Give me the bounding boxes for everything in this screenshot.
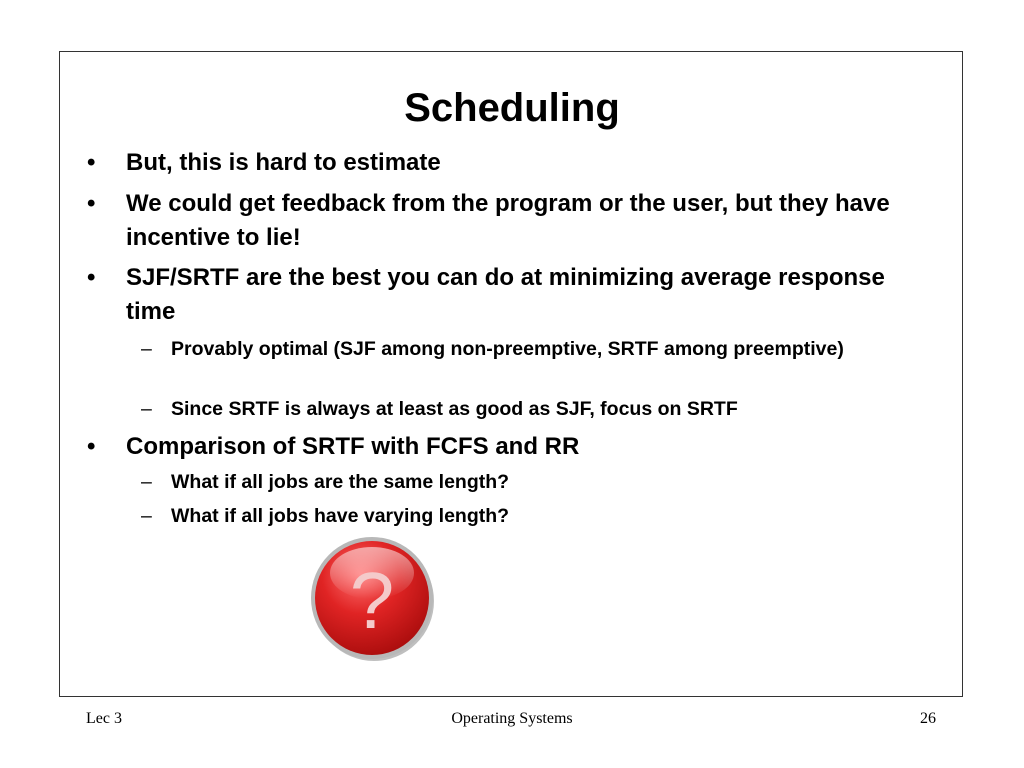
sub-bullet-text: Provably optimal (SJF among non-preemptive, SRTF among preemptive) [171, 338, 844, 360]
slide-title: Scheduling [404, 86, 620, 130]
sub-bullet-3-2 [141, 396, 871, 423]
bullet-1 [87, 146, 896, 180]
question-mark-glyph: ? [349, 556, 395, 645]
sub-bullet-marker: – [141, 338, 152, 360]
sub-bullet-text: What if all jobs have varying length? [171, 505, 510, 527]
bullet-text: We could get feedback from the program or the user, but they have incentive to lie! [126, 190, 890, 251]
bullet-text: But, this is hard to estimate [126, 149, 441, 176]
footer-course: Operating Systems [451, 710, 573, 727]
bullet-text: Comparison of SRTF with FCFS and RR [126, 433, 580, 460]
sub-bullet-marker: – [141, 471, 152, 493]
sub-bullet-4-1 [141, 469, 871, 496]
bullet-3 [87, 261, 896, 329]
bullet-marker: • [87, 190, 96, 217]
footer-lecture: Lec 3 [86, 710, 122, 727]
sub-bullet-marker: – [141, 505, 152, 527]
bullet-marker: • [87, 433, 96, 460]
sub-bullet-marker: – [141, 398, 152, 420]
question-mark-icon [308, 535, 436, 663]
sub-bullet-text: Since SRTF is always at least as good as SJF, focus on SRTF [171, 398, 738, 420]
sub-bullet-4-2 [141, 503, 871, 530]
bullet-marker: • [87, 264, 96, 291]
bullet-4 [87, 430, 896, 464]
bullet-marker: • [87, 149, 96, 176]
sub-bullet-3-1 [141, 336, 871, 363]
sub-bullet-text: What if all jobs are the same length? [171, 471, 510, 493]
bullet-text: SJF/SRTF are the best you can do at minimizing average response time [126, 264, 885, 325]
bullet-2 [87, 187, 896, 255]
footer-page-number: 26 [920, 710, 936, 727]
